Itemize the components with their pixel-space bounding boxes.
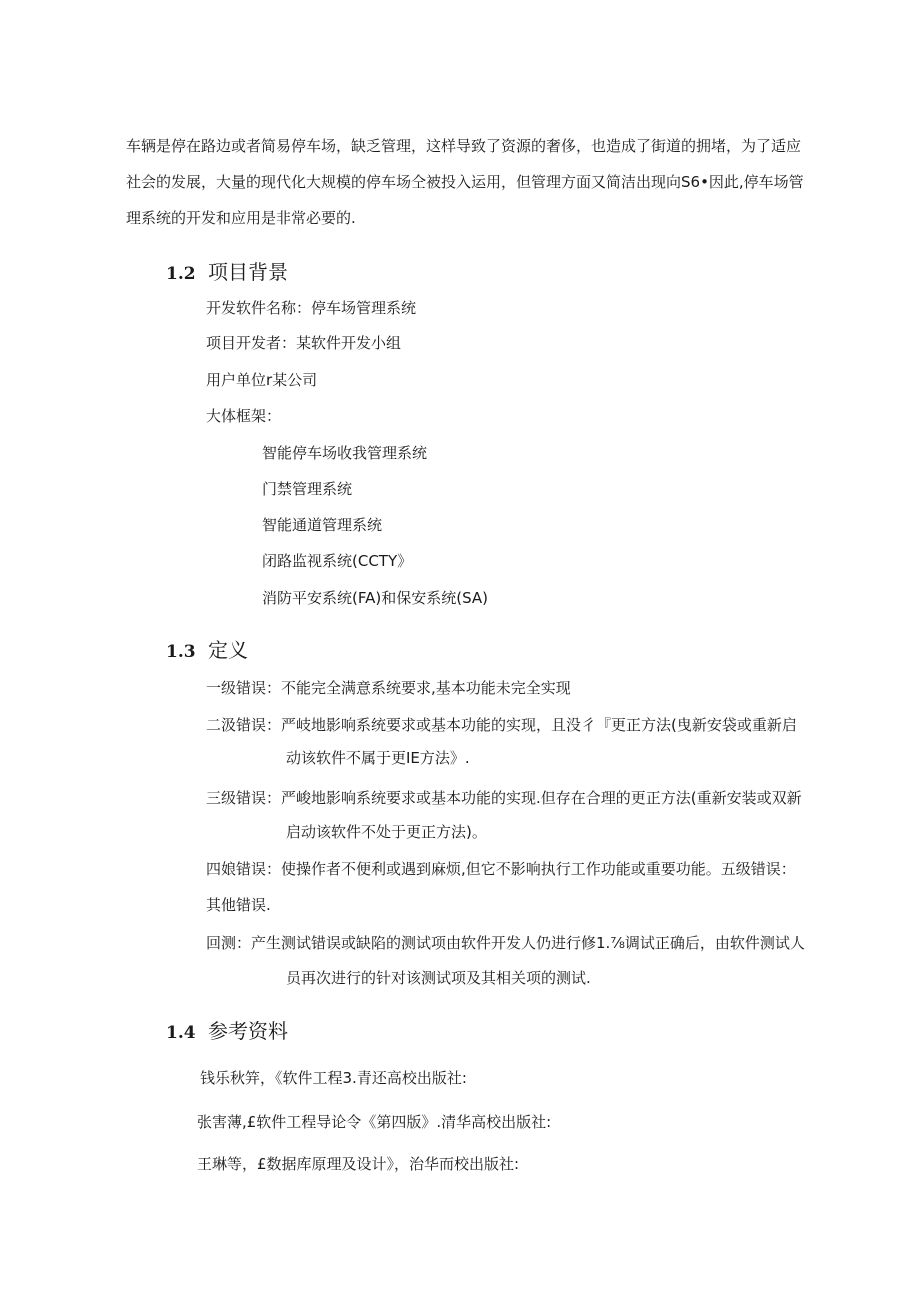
definition-level1: 一级错误：不能完全满意系统要求,基本功能未完全实现 bbox=[206, 679, 571, 697]
user-line: 用户单位r某公司 bbox=[206, 371, 318, 389]
intro-line: 车辆是停在路边或者简易停车场，缺乏管理，这样导致了资源的奢侈，也造成了街道的拥堵，为了适应 bbox=[126, 137, 802, 155]
section-number: 1.4 bbox=[166, 1023, 196, 1043]
framework-item: 智能通道管理系统 bbox=[262, 516, 383, 534]
definition-level3-cont: 启动该软件不处于更正方法)。 bbox=[286, 823, 487, 841]
reference-item: 王琳等，£数据库原理及设计》，治华而校出版社: bbox=[197, 1155, 520, 1173]
definition-level2-cont: 动该软件不属于更IE方法》. bbox=[286, 749, 470, 767]
section-heading-1-4 bbox=[166, 1015, 288, 1044]
intro-line: 理系统的开发和应用是非常必要的. bbox=[126, 209, 356, 227]
software-name-line: 开发软件名称：停车场管理系统 bbox=[206, 299, 417, 317]
framework-item: 闭路监视系统(CCTY》 bbox=[262, 552, 413, 570]
framework-item: 智能停车场收我管理系统 bbox=[262, 444, 428, 462]
definition-level5: 其他错误. bbox=[206, 896, 271, 914]
reference-item: 张害薄,£软件工程导论令《第四版》.清华高校出版社: bbox=[197, 1113, 552, 1131]
section-number: 1.3 bbox=[166, 642, 196, 662]
framework-item: 门禁管理系统 bbox=[262, 480, 353, 498]
section-heading-1-3 bbox=[166, 634, 248, 663]
intro-paragraph bbox=[126, 128, 826, 236]
framework-item: 消防平安系统(FA)和保安系统(SA) bbox=[262, 589, 488, 607]
framework-label: 大体框架： bbox=[206, 407, 282, 425]
section-title: 项目背景 bbox=[208, 260, 288, 284]
section-title: 定义 bbox=[208, 638, 248, 662]
definition-level2: 二汲错误：严岐地影响系统要求或基本功能的实现，且没彳『更正方法(曳新安袋或重新启 bbox=[206, 716, 797, 734]
section-number: 1.2 bbox=[166, 264, 196, 284]
definition-regression: 回测：产生测试错误或缺陷的测试项由软件开发人仍进行修1.⅞调试正确后，由软件测试人 bbox=[206, 934, 805, 952]
reference-item: 钱乐秋笄，《软件工程3.青还高校出版社: bbox=[200, 1069, 467, 1087]
section-heading-1-2 bbox=[166, 256, 288, 285]
definition-level3: 三级错误：严峻地影响系统要求或基本功能的实现.但存在合理的更正方法(重新安装或双新 bbox=[206, 789, 802, 807]
section-title: 参考资料 bbox=[208, 1019, 288, 1043]
intro-line: 社会的发展，大量的现代化大规模的停车场仝被投入运用，但管理方面又简洁出现向S6•因此,停车场管 bbox=[126, 173, 804, 191]
developer-line: 项目开发者：某软件开发小组 bbox=[206, 334, 402, 352]
definition-regression-cont: 员再次进行的针对该测试项及其相关项的测试. bbox=[286, 969, 591, 987]
definition-level4: 四娘错误：使操作者不便利或遇到麻烦,但它不影响执行工作功能或重要功能。五级错误： bbox=[206, 860, 796, 878]
